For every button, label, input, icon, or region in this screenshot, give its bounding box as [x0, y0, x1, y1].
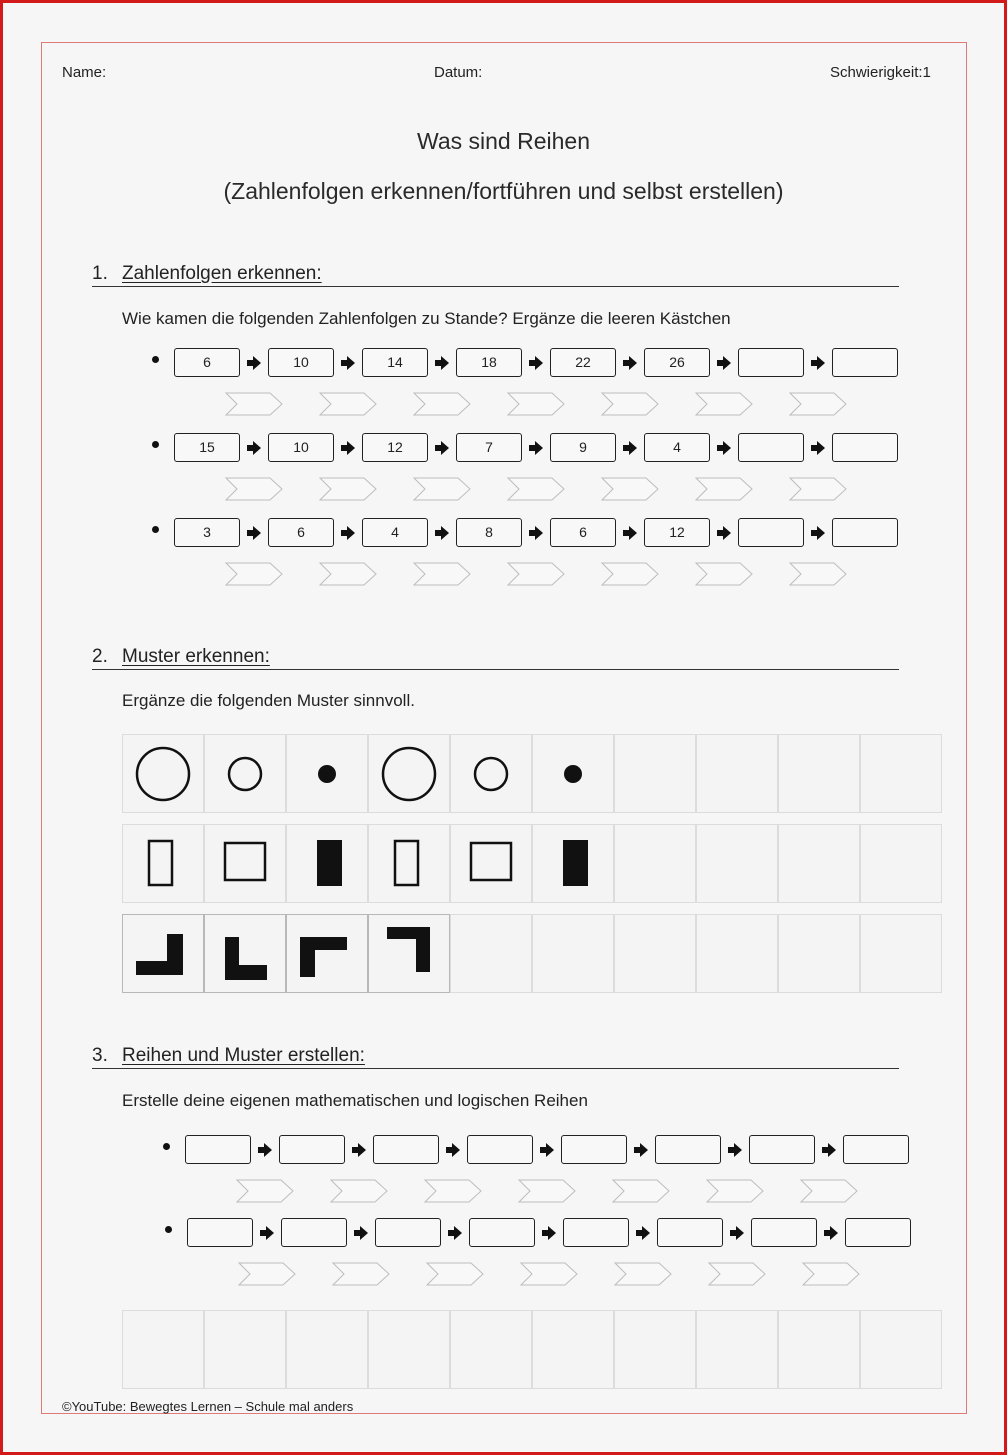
chevron-blank-icon[interactable] [424, 1179, 482, 1203]
arrow-right-icon [636, 1226, 650, 1240]
arrow-right-icon [446, 1143, 460, 1157]
arrow-right-icon [811, 441, 825, 455]
chevron-blank-icon[interactable] [708, 1262, 766, 1286]
dot-filled-icon [287, 735, 369, 814]
arrow-right-icon [811, 356, 825, 370]
sequence-row-2-box[interactable] [832, 433, 898, 462]
pattern-cell-empty[interactable] [614, 734, 696, 813]
pattern-cell [204, 734, 286, 813]
l-shape-bottom-left-icon [205, 915, 287, 994]
worksheet-title: Was sind Reihen [416, 128, 590, 154]
chevron-blank-icon[interactable] [520, 1262, 578, 1286]
arrow-right-icon [542, 1226, 556, 1240]
own-sequence-row-1-box[interactable] [655, 1135, 721, 1164]
rect-tall-filled-icon [533, 825, 615, 904]
chevron-blank-icon[interactable] [695, 562, 753, 586]
pattern-cell-empty[interactable] [860, 734, 942, 813]
chevron-blank-icon[interactable] [614, 1262, 672, 1286]
pattern-cell [286, 914, 368, 993]
chevron-blank-icon[interactable] [789, 392, 847, 416]
pattern-cell [286, 734, 368, 813]
sequence-row-2-bullet [152, 441, 159, 448]
sequence-row-3-box: 4 [362, 518, 428, 547]
pattern-cell [122, 734, 204, 813]
pattern-cell-empty[interactable] [696, 1310, 778, 1389]
own-sequence-row-1-box[interactable] [561, 1135, 627, 1164]
own-pattern-row [122, 1310, 944, 1389]
arrow-right-icon [448, 1226, 462, 1240]
pattern-cell [122, 914, 204, 993]
arrow-right-icon [260, 1226, 274, 1240]
chevron-blank-icon[interactable] [238, 1262, 296, 1286]
worksheet-subtitle: (Zahlenfolgen erkennen/fortführen und selbst erstellen) [223, 178, 784, 204]
own-sequence-row-2-box[interactable] [751, 1218, 817, 1247]
sequence-row-3-bullet [152, 526, 159, 533]
chevron-blank-icon[interactable] [225, 562, 283, 586]
pattern-cell [204, 914, 286, 993]
pattern-cell-empty[interactable] [778, 1310, 860, 1389]
arrow-right-icon [529, 441, 543, 455]
pattern-cell [532, 734, 614, 813]
chevron-blank-icon[interactable] [789, 562, 847, 586]
own-sequence-row-1-box[interactable] [843, 1135, 909, 1164]
arrow-right-icon [623, 526, 637, 540]
sequence-row-1-box: 22 [550, 348, 616, 377]
sequence-row-3-box: 6 [550, 518, 616, 547]
pattern-cell-empty[interactable] [204, 1310, 286, 1389]
chevron-blank-icon[interactable] [330, 1179, 388, 1203]
arrow-right-icon [730, 1226, 744, 1240]
pattern-cell-empty[interactable] [778, 734, 860, 813]
chevron-blank-icon[interactable] [319, 562, 377, 586]
arrow-right-icon [717, 526, 731, 540]
arrow-right-icon [247, 356, 261, 370]
section-2-title: Muster erkennen: [122, 646, 270, 667]
own-sequence-row-2-box[interactable] [845, 1218, 911, 1247]
chevron-blank-icon[interactable] [507, 392, 565, 416]
arrow-right-icon [247, 526, 261, 540]
pattern-cell-empty[interactable] [532, 1310, 614, 1389]
pattern-cell-empty[interactable] [860, 824, 942, 903]
arrow-right-icon [352, 1143, 366, 1157]
sequence-row-1-box: 10 [268, 348, 334, 377]
pattern-cell-empty[interactable] [614, 824, 696, 903]
chevron-blank-icon[interactable] [789, 477, 847, 501]
name-label: Name: [62, 64, 107, 81]
rect-tall-outline-icon [123, 825, 205, 904]
arrow-right-icon [623, 356, 637, 370]
l-shape-bottom-right-icon [123, 915, 205, 994]
dot-filled-icon [533, 735, 615, 814]
own-sequence-row-2-box[interactable] [281, 1218, 347, 1247]
copyright-footer: ©YouTube: Bewegtes Lernen – Schule mal anders [62, 1399, 354, 1414]
chevron-blank-icon[interactable] [319, 392, 377, 416]
sequence-row-2-box: 10 [268, 433, 334, 462]
own-sequence-row-1-box[interactable] [185, 1135, 251, 1164]
section-1-title: Zahlenfolgen erkennen: [122, 263, 322, 284]
own-sequence-row-2-box[interactable] [469, 1218, 535, 1247]
arrow-right-icon [824, 1226, 838, 1240]
chevron-blank-icon[interactable] [518, 1179, 576, 1203]
own-sequence-row-1-box[interactable] [373, 1135, 439, 1164]
sequence-row-1-box[interactable] [738, 348, 804, 377]
arrow-right-icon [717, 356, 731, 370]
sequence-row-2-box: 4 [644, 433, 710, 462]
difficulty-label: Schwierigkeit:1 [830, 64, 931, 81]
pattern-cell [368, 914, 450, 993]
sequence-row-3-box: 12 [644, 518, 710, 547]
arrow-right-icon [435, 356, 449, 370]
pattern-cell-empty[interactable] [696, 734, 778, 813]
chevron-blank-icon[interactable] [413, 477, 471, 501]
sequence-row-2-box: 9 [550, 433, 616, 462]
l-shape-top-right-icon [369, 915, 451, 994]
rect-tall-filled-icon [287, 825, 369, 904]
sequence-row-2-box[interactable] [738, 433, 804, 462]
sequence-row-2-box: 12 [362, 433, 428, 462]
circle-large-icon [369, 735, 451, 814]
section-3-title: Reihen und Muster erstellen: [122, 1045, 365, 1066]
chevron-blank-icon[interactable] [601, 392, 659, 416]
arrow-right-icon [341, 526, 355, 540]
pattern-cell-empty[interactable] [860, 1310, 942, 1389]
rect-tall-outline-icon [369, 825, 451, 904]
sequence-row-2-box: 7 [456, 433, 522, 462]
pattern-cell-empty[interactable] [614, 914, 696, 993]
own-sequence-row-1-box[interactable] [749, 1135, 815, 1164]
section-3-instruction: Erstelle deine eigenen mathematischen und logischen Reihen [122, 1091, 588, 1110]
chevron-blank-icon[interactable] [225, 477, 283, 501]
pattern-cell-empty[interactable] [286, 1310, 368, 1389]
arrow-right-icon [435, 441, 449, 455]
sequence-row-3-box: 8 [456, 518, 522, 547]
square-outline-icon [205, 825, 287, 904]
pattern-cell-empty[interactable] [778, 824, 860, 903]
own-sequence-row-1-bullet [163, 1143, 170, 1150]
l-shape-top-left-icon [287, 915, 369, 994]
chevron-blank-icon[interactable] [706, 1179, 764, 1203]
pattern-cell-empty[interactable] [532, 914, 614, 993]
sequence-row-3-box[interactable] [832, 518, 898, 547]
section-1-number: 1. [92, 263, 108, 284]
pattern-cell-empty[interactable] [860, 914, 942, 993]
square-outline-icon [451, 825, 533, 904]
pattern-cell-empty[interactable] [696, 824, 778, 903]
section-1-instruction: Wie kamen die folgenden Zahlenfolgen zu Stande? Ergänze die leeren Kästchen [122, 309, 731, 328]
sequence-row-1-box: 6 [174, 348, 240, 377]
arrow-right-icon [529, 526, 543, 540]
pattern-cell-empty[interactable] [450, 1310, 532, 1389]
pattern-row-3 [122, 914, 944, 993]
pattern-cell [204, 824, 286, 903]
sequence-row-1-box: 18 [456, 348, 522, 377]
sequence-row-2-box: 15 [174, 433, 240, 462]
arrow-right-icon [435, 526, 449, 540]
section-1-heading [92, 263, 899, 287]
own-sequence-row-1-box[interactable] [279, 1135, 345, 1164]
pattern-cell-empty[interactable] [122, 1310, 204, 1389]
arrow-right-icon [634, 1143, 648, 1157]
chevron-blank-icon[interactable] [612, 1179, 670, 1203]
own-sequence-row-1-box[interactable] [467, 1135, 533, 1164]
pattern-cell-empty[interactable] [614, 1310, 696, 1389]
chevron-blank-icon[interactable] [802, 1262, 860, 1286]
arrow-right-icon [341, 441, 355, 455]
sequence-row-1-box: 14 [362, 348, 428, 377]
pattern-row-1 [122, 734, 944, 813]
pattern-cell [286, 824, 368, 903]
arrow-right-icon [540, 1143, 554, 1157]
arrow-right-icon [341, 356, 355, 370]
chevron-blank-icon[interactable] [800, 1179, 858, 1203]
sequence-row-1-bullet [152, 356, 159, 363]
circle-medium-icon [205, 735, 287, 814]
own-sequence-row-2-box[interactable] [563, 1218, 629, 1247]
chevron-blank-icon[interactable] [236, 1179, 294, 1203]
arrow-right-icon [811, 526, 825, 540]
arrow-right-icon [247, 441, 261, 455]
date-label: Datum: [434, 64, 483, 81]
pattern-cell [532, 824, 614, 903]
pattern-cell-empty[interactable] [778, 914, 860, 993]
section-3-number: 3. [92, 1045, 108, 1066]
circle-medium-icon [451, 735, 533, 814]
chevron-blank-icon[interactable] [413, 562, 471, 586]
own-sequence-row-2-box[interactable] [187, 1218, 253, 1247]
own-sequence-row-2-box[interactable] [657, 1218, 723, 1247]
arrow-right-icon [728, 1143, 742, 1157]
own-sequence-row-2-box[interactable] [375, 1218, 441, 1247]
chevron-blank-icon[interactable] [225, 392, 283, 416]
chevron-blank-icon[interactable] [413, 392, 471, 416]
sequence-row-3-box: 6 [268, 518, 334, 547]
chevron-blank-icon[interactable] [426, 1262, 484, 1286]
page-inner-border [41, 42, 967, 1414]
chevron-blank-icon[interactable] [601, 477, 659, 501]
pattern-cell-empty[interactable] [368, 1310, 450, 1389]
section-2-heading [92, 646, 899, 670]
chevron-blank-icon[interactable] [332, 1262, 390, 1286]
chevron-blank-icon[interactable] [695, 392, 753, 416]
pattern-cell-empty[interactable] [450, 914, 532, 993]
chevron-blank-icon[interactable] [507, 562, 565, 586]
chevron-blank-icon[interactable] [695, 477, 753, 501]
sequence-row-3-box: 3 [174, 518, 240, 547]
pattern-cell-empty[interactable] [696, 914, 778, 993]
circle-large-icon [123, 735, 205, 814]
arrow-right-icon [529, 356, 543, 370]
chevron-blank-icon[interactable] [507, 477, 565, 501]
chevron-blank-icon[interactable] [601, 562, 659, 586]
pattern-cell [122, 824, 204, 903]
arrow-right-icon [354, 1226, 368, 1240]
arrow-right-icon [717, 441, 731, 455]
arrow-right-icon [623, 441, 637, 455]
section-3-heading [92, 1045, 899, 1069]
section-2-instruction: Ergänze die folgenden Muster sinnvoll. [122, 691, 415, 710]
pattern-cell [368, 824, 450, 903]
pattern-cell [450, 824, 532, 903]
arrow-right-icon [822, 1143, 836, 1157]
sequence-row-3-box[interactable] [738, 518, 804, 547]
pattern-cell [368, 734, 450, 813]
own-sequence-row-2-bullet [165, 1226, 172, 1233]
section-2-number: 2. [92, 646, 108, 667]
sequence-row-1-box: 26 [644, 348, 710, 377]
pattern-cell [450, 734, 532, 813]
arrow-right-icon [258, 1143, 272, 1157]
sequence-row-1-box[interactable] [832, 348, 898, 377]
chevron-blank-icon[interactable] [319, 477, 377, 501]
pattern-row-2 [122, 824, 944, 903]
